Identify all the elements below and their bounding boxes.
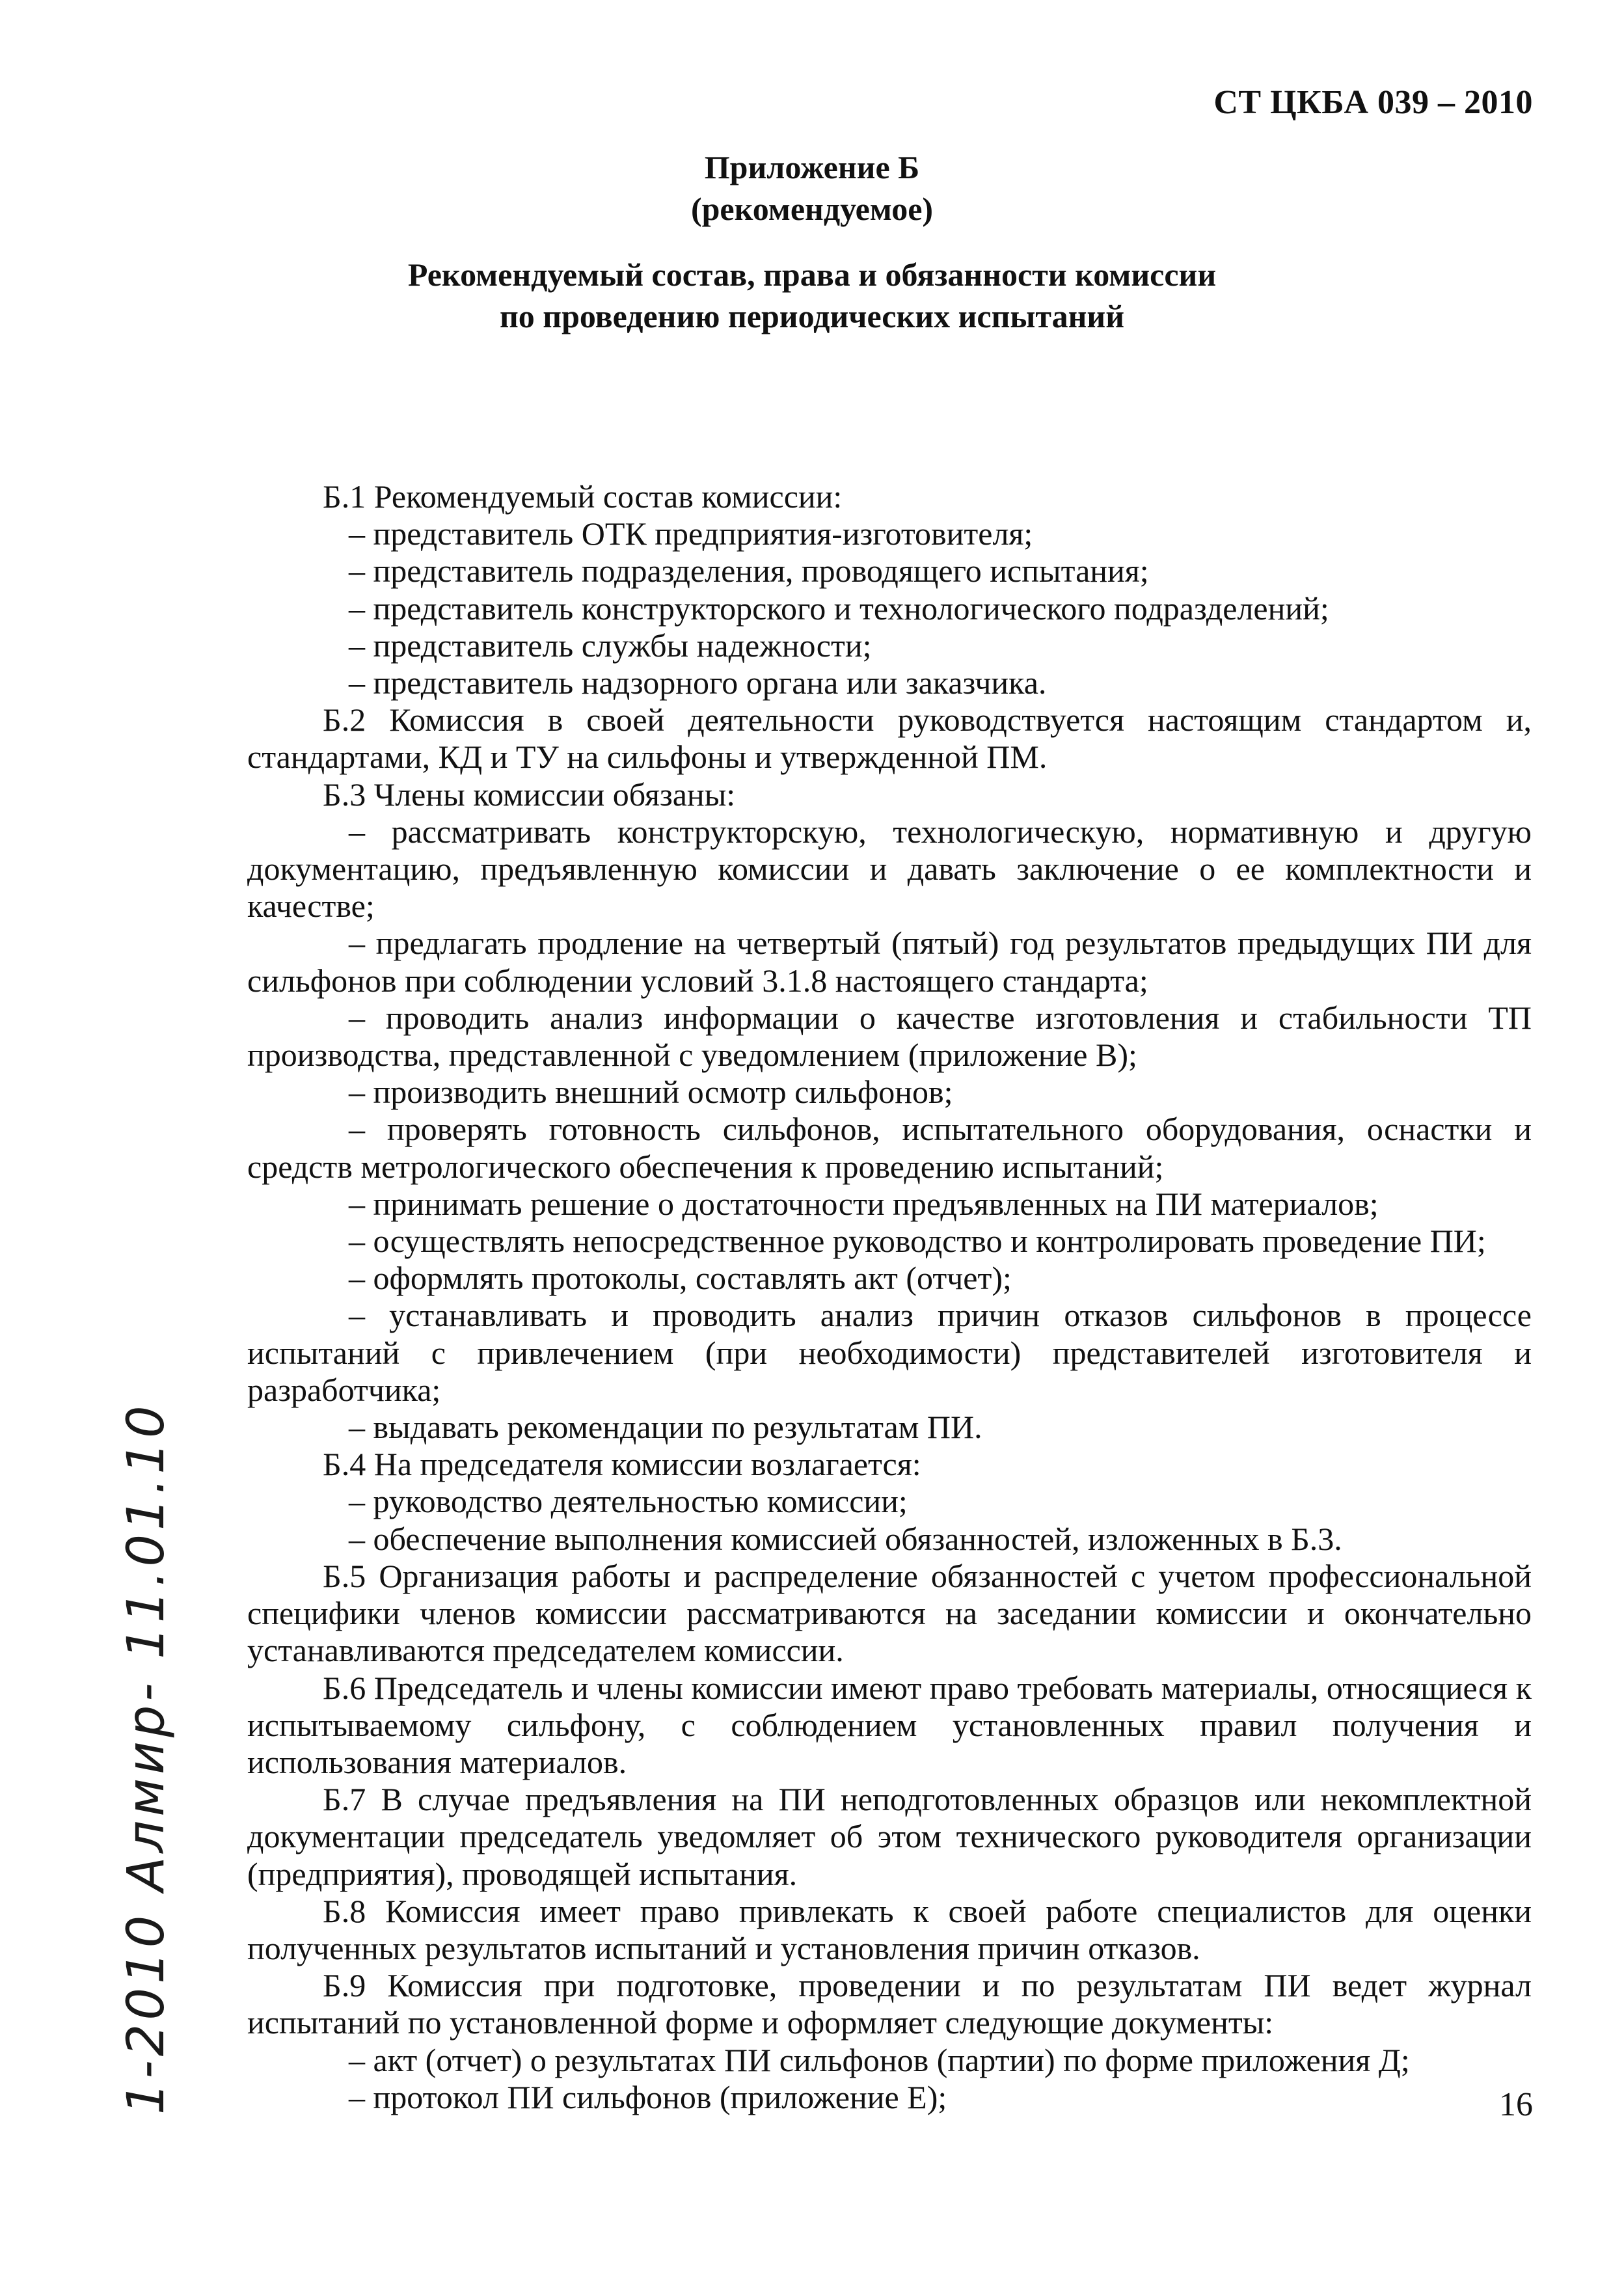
list-item: – принимать решение о достаточности предъявленных на ПИ материалов; <box>349 1185 1379 1222</box>
handwritten-note: 1-2010 Алмир- 11.01.10 <box>117 1402 176 2115</box>
paragraph: Б.7 В случае предъявления на ПИ неподготовленных образцов или некомплектной документации председатель уведомляет об этом технического руководителя организации (предприятия), проводящей испытания. <box>247 1781 1532 1892</box>
page-number: 16 <box>1499 2086 1533 2123</box>
section-title <box>0 254 1624 337</box>
list-item: – протокол ПИ сильфонов (приложение Е); <box>349 2078 947 2115</box>
list-item: – представитель конструкторского и технологического подразделений; <box>349 590 1329 627</box>
list-item: – оформлять протоколы, составлять акт (отчет); <box>349 1260 1012 1297</box>
paragraph: Б.5 Организация работы и распределение обязанностей с учетом профессиональной специфики членов комиссии рассматриваются на заседании комиссии и окончательно устанавливаются председателем комиссии. <box>247 1557 1532 1669</box>
list-item: – обеспечение выполнения комиссией обязанностей, изложенных в Б.3. <box>349 1520 1342 1557</box>
paragraph: Б.6 Председатель и члены комиссии имеют право требовать материалы, относящиеся к испытываемому сильфону, с соблюдением установленных правил получения и использования материалов. <box>247 1669 1532 1780</box>
paragraph: Б.3 Члены комиссии обязаны: <box>323 776 736 813</box>
list-item: – выдавать рекомендации по результатам ПИ. <box>349 1409 982 1446</box>
paragraph: Б.2 Комиссия в своей деятельности руководствуется настоящим стандартом и, стандартами, КД и ТУ на сильфоны и утвержденной ПМ. <box>247 701 1532 776</box>
list-item: – осуществлять непосредственное руководство и контролировать проведение ПИ; <box>349 1223 1486 1260</box>
appendix-label: Приложение Б <box>704 149 920 185</box>
paragraph: Б.4 На председателя комиссии возлагается: <box>323 1446 921 1483</box>
body-text <box>247 478 1532 2116</box>
list-item: – представитель ОТК предприятия-изготовителя; <box>349 515 1033 552</box>
list-item: – проводить анализ информации о качестве изготовления и стабильности ТП производства, представленной с уведомлением (приложение В); <box>247 999 1532 1074</box>
appendix-heading <box>0 146 1624 230</box>
list-item: – рассматривать конструкторскую, технологическую, нормативную и другую документацию, предъявленную комиссии и давать заключение о ее комплектности и качестве; <box>247 813 1532 925</box>
list-item: – проверять готовность сильфонов, испытательного оборудования, оснастки и средств метрологического обеспечения к проведению испытаний; <box>247 1111 1532 1185</box>
paragraph: Б.8 Комиссия имеет право привлекать к своей работе специалистов для оценки полученных результатов испытаний и установления причин отказов. <box>247 1892 1532 1966</box>
list-item: – представитель службы надежности; <box>349 627 872 664</box>
list-item: – представитель надзорного органа или заказчика. <box>349 664 1047 701</box>
list-item: – акт (отчет) о результатах ПИ сильфонов (партии) по форме приложения Д; <box>349 2041 1410 2078</box>
paragraph: Б.9 Комиссия при подготовке, проведении и по результатам ПИ ведет журнал испытаний по установленной форме и оформляет следующие документы: <box>247 1967 1532 2041</box>
list-item: – предлагать продление на четвертый (пятый) год результатов предыдущих ПИ для сильфонов при соблюдении условий 3.1.8 настоящего стандарта; <box>247 925 1532 999</box>
paragraph: Б.1 Рекомендуемый состав комиссии: <box>323 478 843 515</box>
list-item: – устанавливать и проводить анализ причин отказов сильфонов в процессе испытаний с привлечением (при необходимости) представителей изготовителя и разработчика; <box>247 1297 1532 1408</box>
title-line-2: по проведению периодических испытаний <box>499 298 1125 334</box>
document-code: СТ ЦКБА 039 – 2010 <box>1213 84 1533 121</box>
list-item: – руководство деятельностью комиссии; <box>349 1483 908 1520</box>
appendix-status: (рекомендуемое) <box>690 191 934 227</box>
list-item: – производить внешний осмотр сильфонов; <box>349 1074 953 1111</box>
list-item: – представитель подразделения, проводящего испытания; <box>349 552 1149 590</box>
title-line-1: Рекомендуемый состав, права и обязанности комиссии <box>407 256 1217 293</box>
